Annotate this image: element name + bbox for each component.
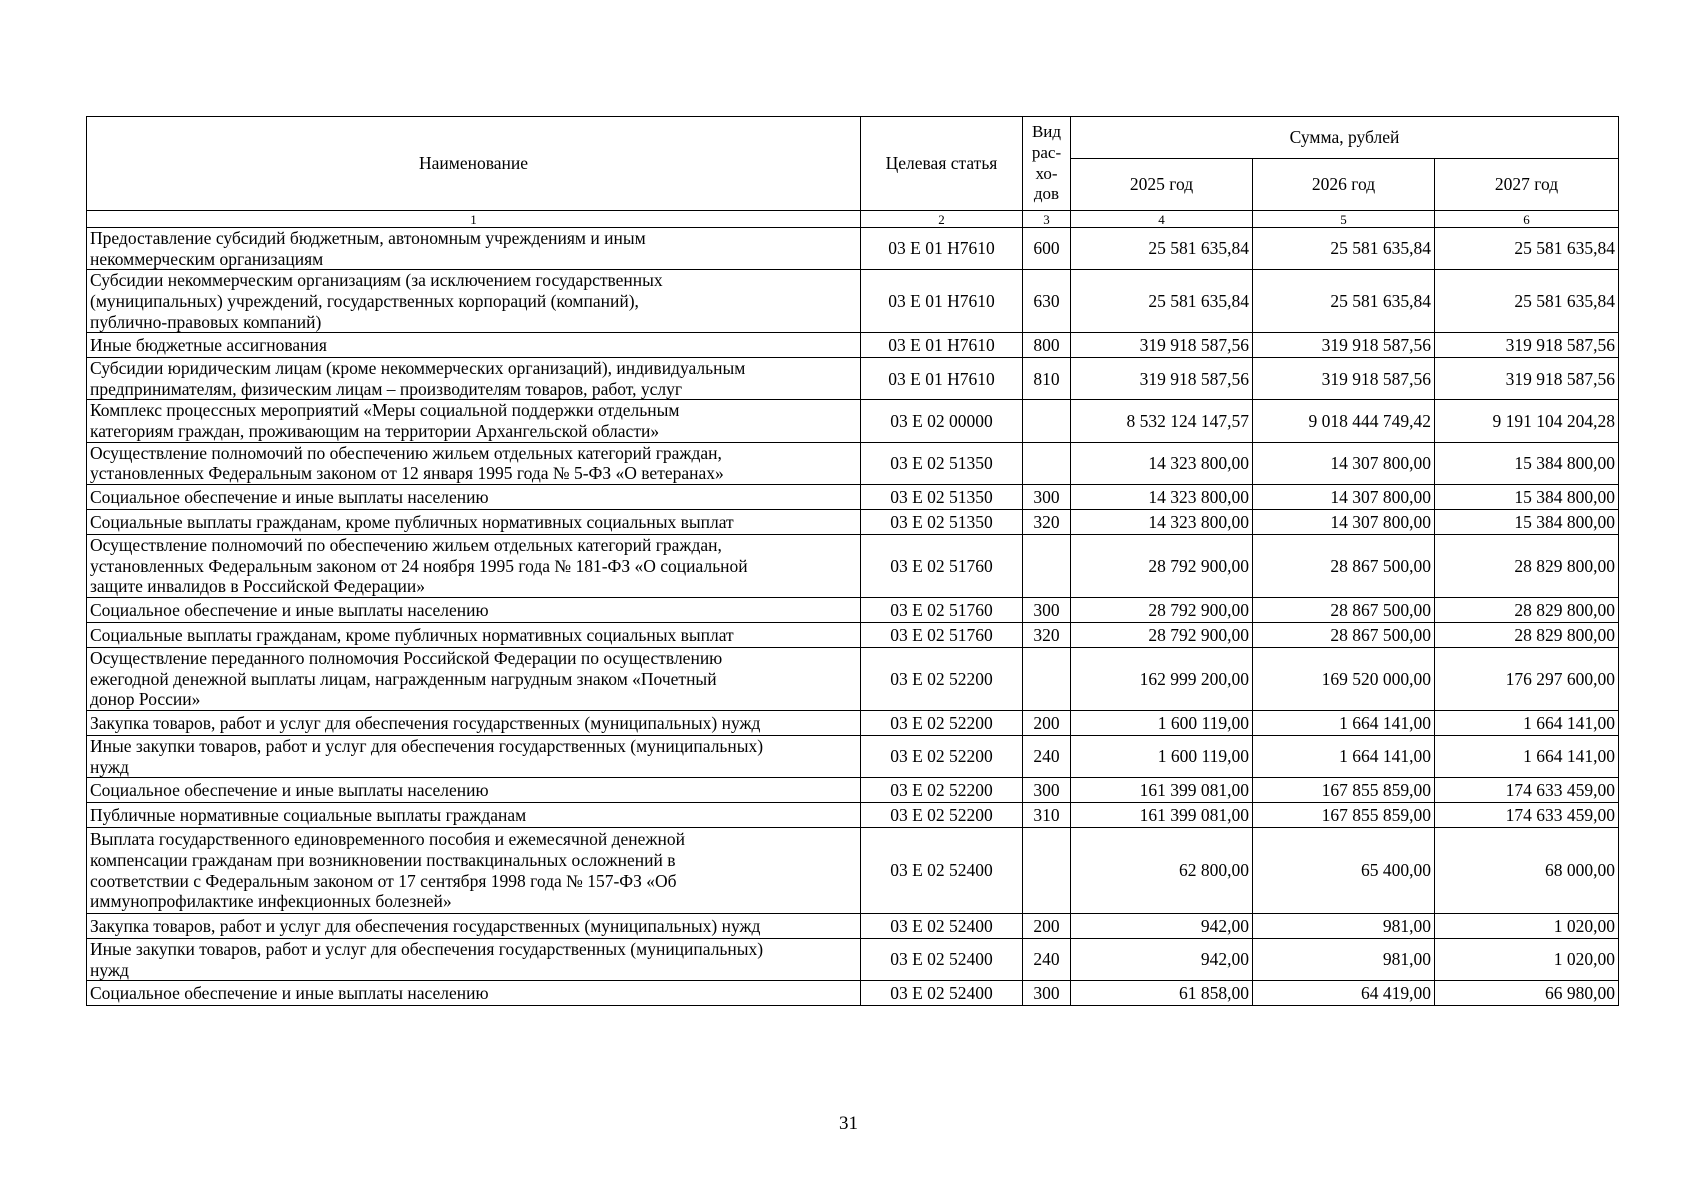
table-row [87,510,1619,535]
row-name-line: установленных Федеральным законом от 12 января 1995 года № 5-ФЗ «О ветеранах» [90,463,724,484]
row-sum-2027: 15 384 800,00 [1435,485,1619,510]
row-expense-type: 810 [1023,358,1071,400]
row-sum-2025: 25 581 635,84 [1071,228,1253,270]
row-expense-type: 320 [1023,510,1071,535]
table-row [87,228,1619,270]
header-expense-type-line: дов [1033,184,1060,204]
header-name: Наименование [87,117,861,211]
row-name-line: некоммерческим организациям [90,248,324,269]
row-name [87,535,861,598]
row-expense-type: 240 [1023,939,1071,981]
row-name-line: Субсидии юридическим лицам (кроме некоммерческих организаций), индивидуальным [90,358,746,379]
row-expense-type: 320 [1023,622,1071,647]
row-sum-2026: 319 918 587,56 [1253,358,1435,400]
table-row [87,828,1619,914]
table-row [87,803,1619,828]
row-sum-2027: 319 918 587,56 [1435,358,1619,400]
row-expense-type [1023,535,1071,598]
row-name-line: донор России» [90,689,201,710]
row-target-article: 03 Е 02 52200 [861,735,1023,777]
row-name [87,778,861,803]
row-sum-2026: 169 520 000,00 [1253,647,1435,710]
row-sum-2025: 319 918 587,56 [1071,333,1253,358]
row-target-article: 03 Е 02 52200 [861,803,1023,828]
row-name [87,939,861,981]
row-sum-2026: 25 581 635,84 [1253,228,1435,270]
row-sum-2026: 28 867 500,00 [1253,597,1435,622]
row-name-line: соответствии с Федеральным законом от 17 сентября 1998 года № 157-ФЗ «Об [90,870,677,891]
header-target-article: Целевая статья [861,117,1023,211]
row-sum-2027: 15 384 800,00 [1435,442,1619,484]
row-name-line: Выплата государственного единовременного пособия и ежемесячной денежной [90,829,685,850]
row-name-line: Социальное обеспечение и иные выплаты населению [90,779,489,800]
row-sum-2026: 25 581 635,84 [1253,270,1435,333]
row-sum-2025: 162 999 200,00 [1071,647,1253,710]
row-name [87,914,861,939]
row-target-article: 03 Е 02 52200 [861,710,1023,735]
row-name [87,828,861,914]
row-sum-2026: 319 918 587,56 [1253,333,1435,358]
row-name-line: иммунопрофилактике инфекционных болезней» [90,891,452,912]
table-row [87,597,1619,622]
row-name-line: нужд [90,756,129,777]
table-row [87,647,1619,710]
column-number: 5 [1253,211,1435,228]
row-expense-type: 300 [1023,597,1071,622]
row-sum-2025: 161 399 081,00 [1071,803,1253,828]
row-target-article: 03 Е 01 Н7610 [861,270,1023,333]
row-expense-type: 600 [1023,228,1071,270]
row-name-line: Социальные выплаты гражданам, кроме публичных нормативных социальных выплат [90,511,734,532]
row-sum-2026: 14 307 800,00 [1253,510,1435,535]
row-sum-2027: 176 297 600,00 [1435,647,1619,710]
row-expense-type: 200 [1023,914,1071,939]
row-name-line: ежегодной денежной выплаты лицам, награжденным нагрудным знаком «Почетный [90,668,717,689]
header-sum: Сумма, рублей [1071,117,1619,159]
row-name-line: публично-правовых компаний) [90,311,322,332]
row-sum-2026: 64 419,00 [1253,981,1435,1006]
table-row [87,485,1619,510]
row-target-article: 03 Е 02 52200 [861,647,1023,710]
row-sum-2027: 9 191 104 204,28 [1435,400,1619,442]
row-name [87,358,861,400]
table-row [87,270,1619,333]
row-expense-type [1023,647,1071,710]
table-row [87,442,1619,484]
row-sum-2025: 14 323 800,00 [1071,485,1253,510]
row-name [87,981,861,1006]
row-sum-2027: 28 829 800,00 [1435,622,1619,647]
header-year-2027: 2027 год [1435,159,1619,211]
row-name [87,647,861,710]
column-number: 3 [1023,211,1071,228]
row-name-line: Субсидии некоммерческим организациям (за исключением государственных [90,270,663,291]
row-name-line: Закупка товаров, работ и услуг для обеспечения государственных (муниципальных) нужд [90,915,761,936]
row-sum-2027: 1 664 141,00 [1435,735,1619,777]
row-expense-type: 240 [1023,735,1071,777]
row-name-line: Закупка товаров, работ и услуг для обеспечения государственных (муниципальных) нужд [90,712,761,733]
row-target-article: 03 Е 01 Н7610 [861,228,1023,270]
row-sum-2025: 1 600 119,00 [1071,735,1253,777]
row-name-line: категориям граждан, проживающим на территории Архангельской области» [90,421,660,442]
row-sum-2025: 28 792 900,00 [1071,597,1253,622]
row-target-article: 03 Е 02 52400 [861,828,1023,914]
row-name-line: Социальное обеспечение и иные выплаты населению [90,486,489,507]
row-name-line: нужд [90,959,129,980]
row-name-line: Осуществление переданного полномочия Российской Федерации по осуществлению [90,647,723,668]
row-expense-type: 310 [1023,803,1071,828]
row-name-line: Иные закупки товаров, работ и услуг для обеспечения государственных (муниципальных) [90,735,764,756]
row-expense-type: 300 [1023,485,1071,510]
column-number: 4 [1071,211,1253,228]
column-number-row [87,211,1619,228]
table-row [87,710,1619,735]
table-row [87,778,1619,803]
row-sum-2027: 25 581 635,84 [1435,270,1619,333]
row-name [87,510,861,535]
table-row [87,333,1619,358]
row-sum-2026: 14 307 800,00 [1253,442,1435,484]
row-sum-2026: 1 664 141,00 [1253,710,1435,735]
row-sum-2026: 65 400,00 [1253,828,1435,914]
row-name-line: установленных Федеральным законом от 24 ноября 1995 года № 181-ФЗ «О социальной [90,555,748,576]
row-sum-2025: 25 581 635,84 [1071,270,1253,333]
column-number: 2 [861,211,1023,228]
row-expense-type [1023,400,1071,442]
row-target-article: 03 Е 02 51760 [861,597,1023,622]
table-header [87,117,1619,228]
row-name-line: (муниципальных) учреждений, государственных корпораций (компаний), [90,290,639,311]
row-name [87,333,861,358]
budget-table [86,116,1619,1006]
row-expense-type: 630 [1023,270,1071,333]
row-target-article: 03 Е 02 52200 [861,778,1023,803]
row-target-article: 03 Е 02 51350 [861,485,1023,510]
row-name [87,485,861,510]
table-row [87,358,1619,400]
row-sum-2025: 161 399 081,00 [1071,778,1253,803]
row-sum-2027: 28 829 800,00 [1435,597,1619,622]
row-target-article: 03 Е 02 51760 [861,622,1023,647]
row-target-article: 03 Е 01 Н7610 [861,358,1023,400]
row-sum-2026: 981,00 [1253,939,1435,981]
row-sum-2025: 942,00 [1071,939,1253,981]
row-sum-2025: 28 792 900,00 [1071,622,1253,647]
header-expense-type-line: рас- [1031,142,1062,162]
table-row [87,939,1619,981]
row-expense-type: 300 [1023,778,1071,803]
row-expense-type [1023,828,1071,914]
table-row [87,622,1619,647]
row-name [87,442,861,484]
row-expense-type: 800 [1023,333,1071,358]
row-expense-type: 200 [1023,710,1071,735]
row-name [87,735,861,777]
row-sum-2025: 319 918 587,56 [1071,358,1253,400]
row-sum-2027: 1 664 141,00 [1435,710,1619,735]
row-sum-2025: 28 792 900,00 [1071,535,1253,598]
row-target-article: 03 Е 02 51350 [861,442,1023,484]
row-sum-2026: 14 307 800,00 [1253,485,1435,510]
row-name-line: предпринимателям, физическим лицам – производителям товаров, работ, услуг [90,378,683,399]
row-name-line: Иные закупки товаров, работ и услуг для обеспечения государственных (муниципальных) [90,939,764,960]
table-row [87,914,1619,939]
header-expense-type-line: Вид [1031,122,1062,142]
row-sum-2026: 28 867 500,00 [1253,535,1435,598]
row-name-line: Иные бюджетные ассигнования [90,334,327,355]
row-sum-2025: 61 858,00 [1071,981,1253,1006]
row-name [87,803,861,828]
header-expense-type-line: хо- [1035,163,1058,183]
row-sum-2027: 28 829 800,00 [1435,535,1619,598]
header-year-2026: 2026 год [1253,159,1435,211]
row-name [87,270,861,333]
table-body [87,228,1619,1006]
row-name [87,228,861,270]
row-name-line: Публичные нормативные социальные выплаты гражданам [90,804,527,825]
row-name-line: Социальные выплаты гражданам, кроме публичных нормативных социальных выплат [90,624,734,645]
row-name-line: Социальное обеспечение и иные выплаты населению [90,599,489,620]
row-target-article: 03 Е 02 51350 [861,510,1023,535]
row-name-line: компенсации гражданам при возникновении поствакцинальных осложнений в [90,850,676,871]
row-name-line: Осуществление полномочий по обеспечению жильем отдельных категорий граждан, [90,442,722,463]
row-expense-type [1023,442,1071,484]
row-sum-2027: 1 020,00 [1435,914,1619,939]
row-name-line: Социальное обеспечение и иные выплаты населению [90,983,489,1004]
row-sum-2025: 1 600 119,00 [1071,710,1253,735]
row-sum-2026: 167 855 859,00 [1253,803,1435,828]
row-sum-2027: 174 633 459,00 [1435,778,1619,803]
row-name [87,710,861,735]
row-sum-2025: 942,00 [1071,914,1253,939]
row-target-article: 03 Е 02 00000 [861,400,1023,442]
table-row [87,400,1619,442]
row-name-line: Осуществление полномочий по обеспечению жильем отдельных категорий граждан, [90,535,722,556]
row-sum-2025: 62 800,00 [1071,828,1253,914]
row-name-line: Комплекс процессных мероприятий «Меры социальной поддержки отдельным [90,400,680,421]
row-name-line: защите инвалидов в Российской Федерации» [90,576,426,597]
row-expense-type: 300 [1023,981,1071,1006]
table-row [87,981,1619,1006]
row-target-article: 03 Е 02 52400 [861,914,1023,939]
row-target-article: 03 Е 02 52400 [861,939,1023,981]
row-sum-2026: 9 018 444 749,42 [1253,400,1435,442]
row-sum-2026: 28 867 500,00 [1253,622,1435,647]
column-number: 6 [1435,211,1619,228]
row-sum-2027: 319 918 587,56 [1435,333,1619,358]
row-target-article: 03 Е 02 52400 [861,981,1023,1006]
row-sum-2025: 14 323 800,00 [1071,442,1253,484]
table-row [87,735,1619,777]
header-year-2025: 2025 год [1071,159,1253,211]
row-name-line: Предоставление субсидий бюджетным, автономным учреждениям и иным [90,228,646,248]
row-target-article: 03 Е 01 Н7610 [861,333,1023,358]
row-sum-2026: 167 855 859,00 [1253,778,1435,803]
row-target-article: 03 Е 02 51760 [861,535,1023,598]
table-row [87,535,1619,598]
row-sum-2025: 14 323 800,00 [1071,510,1253,535]
row-sum-2027: 174 633 459,00 [1435,803,1619,828]
row-sum-2025: 8 532 124 147,57 [1071,400,1253,442]
row-sum-2027: 15 384 800,00 [1435,510,1619,535]
page-number: 31 [839,1113,858,1134]
row-name [87,400,861,442]
row-sum-2027: 68 000,00 [1435,828,1619,914]
row-sum-2026: 981,00 [1253,914,1435,939]
column-number: 1 [87,211,861,228]
row-name [87,622,861,647]
row-sum-2027: 25 581 635,84 [1435,228,1619,270]
row-name [87,597,861,622]
header-expense-type [1023,117,1071,211]
row-sum-2026: 1 664 141,00 [1253,735,1435,777]
row-sum-2027: 66 980,00 [1435,981,1619,1006]
row-sum-2027: 1 020,00 [1435,939,1619,981]
